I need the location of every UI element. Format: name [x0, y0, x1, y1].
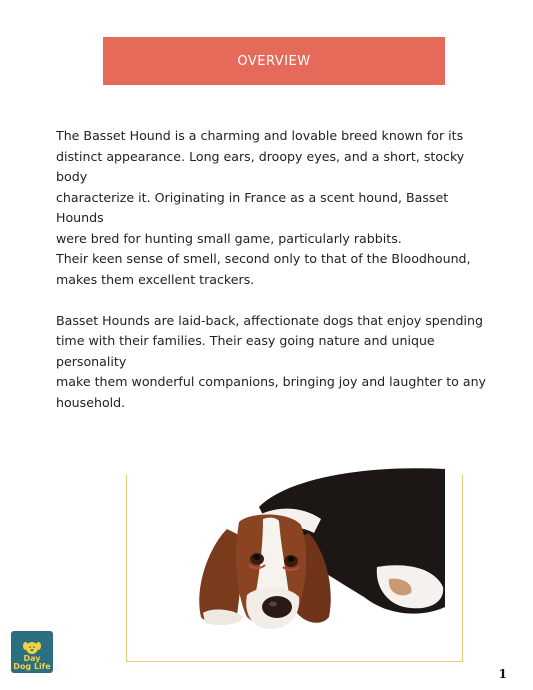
overview-body: [56, 126, 486, 413]
basset-hound-photo: [139, 467, 445, 645]
page-number: 1: [498, 667, 507, 681]
banner-title: OVERVIEW: [237, 53, 311, 69]
dog-face-icon: [22, 640, 42, 655]
paragraph-intro: The Basset Hound is a charming and lovable breed known for its distinct appearance. Long ears, droopy eyes, and a short, stocky body characterize it. Originating in France as a scent hound, Basset Hounds were bred for hunting small game, particularly rabbits. Their keen sense of smell, second only to that of the Bloodhound, makes them excellent trackers.: [56, 128, 471, 287]
logo-text: Day Dog Life: [13, 654, 51, 671]
paragraph-temperament: Basset Hounds are laid-back, affectionate dogs that enjoy spending time with their families. Their easy going nature and unique personality make them wonderful companions, bringing joy and laughter to any household.: [56, 312, 487, 410]
section-banner: [103, 37, 445, 85]
basset-hound-illustration: [139, 467, 445, 645]
day-dog-life-logo: [11, 631, 53, 673]
